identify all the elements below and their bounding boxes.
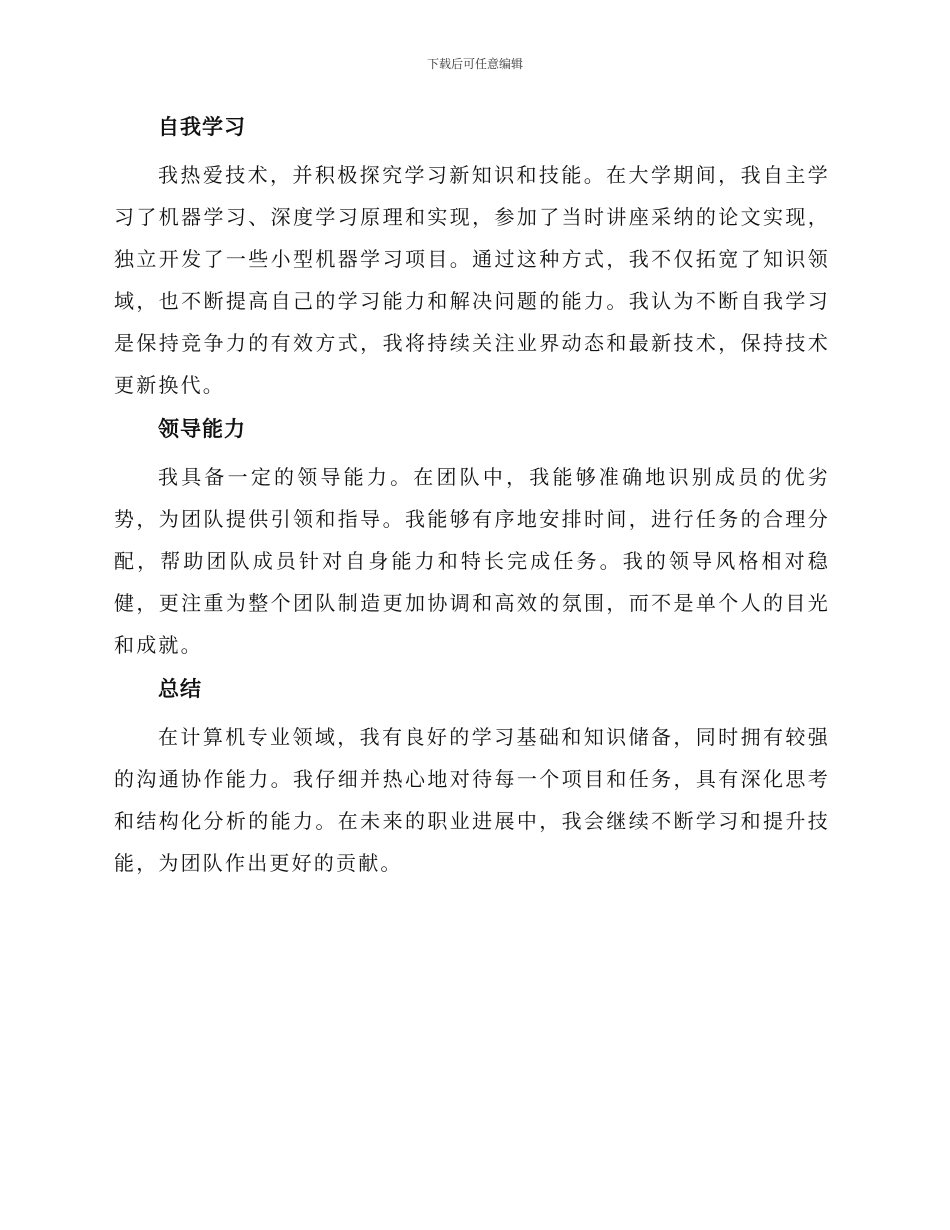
section-heading-leadership: 领导能力 xyxy=(158,417,246,441)
header-note: 下载后可任意编辑 xyxy=(426,57,523,71)
section-self-learning xyxy=(114,112,830,406)
section-leadership xyxy=(114,414,830,666)
paragraph-summary: 在计算机专业领域，我有良好的学习基础和知识储备，同时拥有较强的沟通协作能力。我仔细并热心地对待每一个项目和任务，具有深化思考和结构化分析的能力。在未来的职业进展中，我会继续不断学习和提升技能，为团队作出更好的贡献。 xyxy=(114,725,830,875)
section-heading-self-learning: 自我学习 xyxy=(158,115,246,139)
document-body xyxy=(114,112,830,892)
section-summary xyxy=(114,674,830,884)
section-heading-summary: 总结 xyxy=(158,677,202,701)
paragraph-leadership: 我具备一定的领导能力。在团队中，我能够准确地识别成员的优劣势，为团队提供引领和指导。我能够有序地安排时间，进行任务的合理分配，帮助团队成员针对自身能力和特长完成任务。我的领导风格相对稳健，更注重为整个团队制造更加协调和高效的氛围，而不是单个人的目光和成就。 xyxy=(114,465,830,657)
paragraph-self-learning: 我热爱技术，并积极探究学习新知识和技能。在大学期间，我自主学习了机器学习、深度学习原理和实现，参加了当时讲座采纳的论文实现，独立开发了一些小型机器学习项目。通过这种方式，我不仅拓宽了知识领域，也不断提高自己的学习能力和解决问题的能力。我认为不断自我学习是保持竞争力的有效方式，我将持续关注业界动态和最新技术，保持技术更新换代。 xyxy=(114,163,830,397)
